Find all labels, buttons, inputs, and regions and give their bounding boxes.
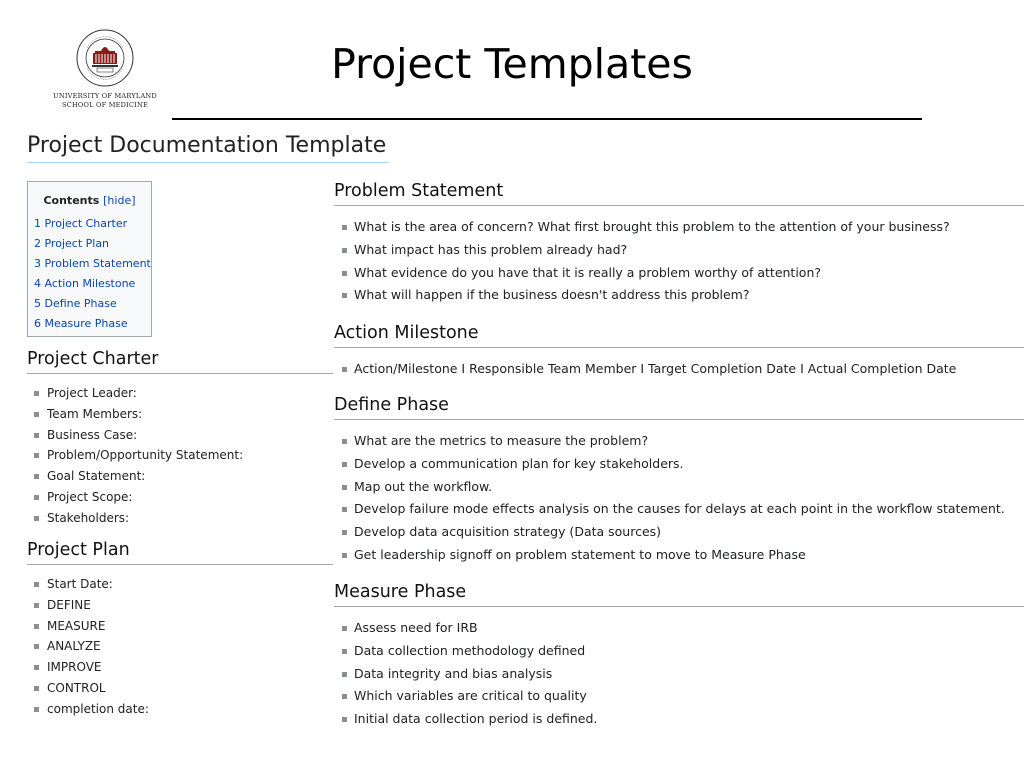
section-heading: Project Charter: [27, 349, 333, 374]
plan-list: [27, 574, 333, 720]
toc-header: [34, 194, 145, 207]
milestone-list: [334, 358, 1024, 381]
toc-title: Contents: [43, 194, 100, 207]
section-heading: Measure Phase: [334, 582, 1024, 607]
list-item: CONTROL: [27, 678, 333, 699]
list-item: Problem/Opportunity Statement:: [27, 445, 333, 466]
toc-link-project-charter[interactable]: 1 Project Charter: [34, 217, 128, 230]
list-item: Goal Statement:: [27, 466, 333, 487]
list-item: Action/Milestone I Responsible Team Member I Target Completion Date I Actual Completion Date: [334, 358, 1024, 381]
list-item: Project Scope:: [27, 487, 333, 508]
toc-link-measure-phase[interactable]: 6 Measure Phase: [34, 317, 128, 330]
list-item: Start Date:: [27, 574, 333, 595]
section-heading: Define Phase: [334, 395, 1024, 420]
toc-link-project-plan[interactable]: 2 Project Plan: [34, 237, 110, 250]
list-item: Develop data acquisition strategy (Data sources): [334, 521, 1024, 544]
measure-list: [334, 617, 1024, 731]
list-item: Develop failure mode effects analysis on the causes for delays at each point in the workflow statement.: [334, 498, 1024, 521]
list-item: What will happen if the business doesn't address this problem?: [334, 284, 1024, 307]
list-item: Business Case:: [27, 425, 333, 446]
list-item: Map out the workflow.: [334, 476, 1024, 499]
section-project-charter: [27, 349, 333, 529]
toc-link-action-milestone[interactable]: 4 Action Milestone: [34, 277, 136, 290]
title-divider: [172, 118, 922, 120]
list-item: What are the metrics to measure the problem?: [334, 430, 1024, 453]
list-item: DEFINE: [27, 595, 333, 616]
section-heading: Action Milestone: [334, 323, 1024, 348]
list-item: Stakeholders:: [27, 508, 333, 529]
list-item: MEASURE: [27, 616, 333, 637]
list-item: ANALYZE: [27, 636, 333, 657]
section-define-phase: [334, 395, 1024, 567]
slide-title: Project Templates: [331, 40, 693, 88]
logo-line-2: SCHOOL OF MEDICINE: [62, 101, 148, 109]
section-action-milestone: [334, 323, 1024, 381]
list-item: Develop a communication plan for key stakeholders.: [334, 453, 1024, 476]
section-heading: Project Plan: [27, 540, 333, 565]
problem-list: [334, 216, 1024, 307]
list-item: Data integrity and bias analysis: [334, 663, 1024, 686]
toc-link-problem-statement[interactable]: 3 Problem Statement: [34, 257, 151, 270]
list-item: Which variables are critical to quality: [334, 685, 1024, 708]
list-item: IMPROVE: [27, 657, 333, 678]
list-item: Assess need for IRB: [334, 617, 1024, 640]
logo-line-1: UNIVERSITY OF MARYLAND: [53, 92, 157, 100]
section-project-plan: [27, 540, 333, 720]
list-item: Get leadership signoff on problem statement to move to Measure Phase: [334, 544, 1024, 567]
list-item: Data collection methodology defined: [334, 640, 1024, 663]
toc-link-define-phase[interactable]: 5 Define Phase: [34, 297, 117, 310]
list-item: Project Leader:: [27, 383, 333, 404]
list-item: Initial data collection period is defined.: [334, 708, 1024, 731]
define-list: [334, 430, 1024, 567]
table-of-contents: [27, 181, 152, 337]
toc-hide-link[interactable]: [hide]: [103, 194, 136, 207]
list-item: Team Members:: [27, 404, 333, 425]
list-item: completion date:: [27, 699, 333, 720]
list-item: What impact has this problem already had?: [334, 239, 1024, 262]
charter-list: [27, 383, 333, 529]
section-problem-statement: [334, 181, 1024, 307]
page-title: Project Documentation Template: [27, 133, 389, 163]
section-heading: Problem Statement: [334, 181, 1024, 206]
section-measure-phase: [334, 582, 1024, 731]
list-item: What evidence do you have that it is really a problem worthy of attention?: [334, 262, 1024, 285]
list-item: What is the area of concern? What first brought this problem to the attention of your business?: [334, 216, 1024, 239]
